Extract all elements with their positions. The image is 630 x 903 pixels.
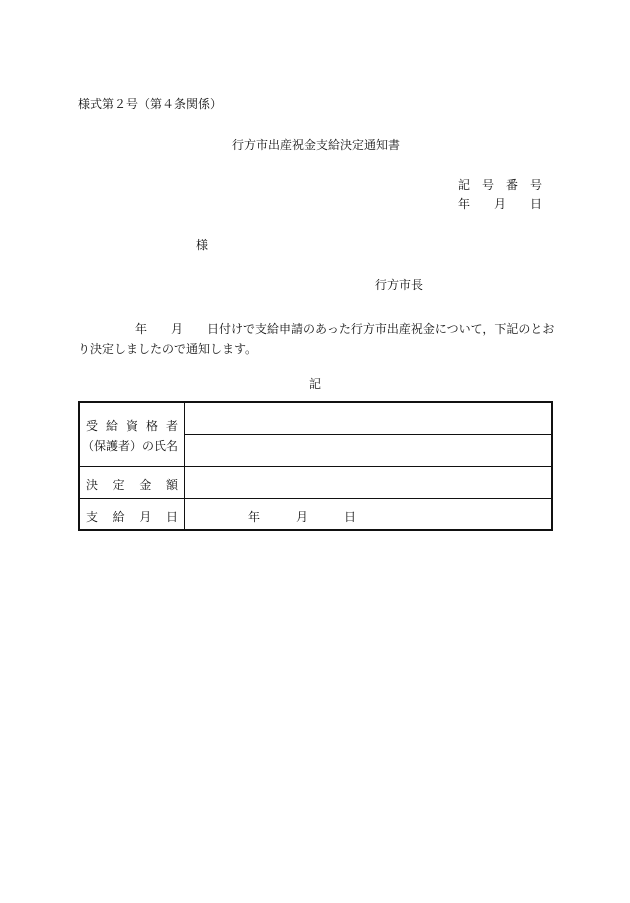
payment-month: 月: [296, 510, 309, 524]
label-char: 資: [125, 419, 138, 433]
document-title: 行方市出産祝金支給決定通知書: [232, 138, 401, 152]
label-char: 定: [112, 478, 125, 492]
label-char: 給: [105, 419, 118, 433]
amount-label: [86, 476, 178, 493]
label-char: 月: [139, 510, 152, 524]
payment-year: 年: [248, 510, 261, 524]
label-char: 日: [165, 510, 178, 524]
sender: 行方市長: [375, 278, 424, 292]
body-year: 年: [135, 322, 148, 336]
reference-number: [458, 178, 542, 192]
label-char: 給: [112, 510, 125, 524]
table-row-divider: [80, 466, 551, 467]
date-day: 日: [530, 197, 543, 211]
label-char: 決: [86, 478, 99, 492]
ref-char: 番: [506, 178, 519, 192]
label-char: 金: [139, 478, 152, 492]
form-label: 様式第２号（第４条関係）: [78, 97, 223, 111]
label-char: 格: [145, 419, 158, 433]
recipient-label: [86, 417, 178, 434]
label-char: 額: [165, 478, 178, 492]
body-line-1-text: 日付けで支給申請のあった行方市出産祝金について，下記のとお: [207, 322, 555, 336]
label-char: 支: [86, 510, 99, 524]
ref-char: 号: [530, 178, 543, 192]
addressee-suffix: 様: [196, 238, 209, 252]
body-line-1: [78, 319, 553, 339]
ref-char: 号: [482, 178, 495, 192]
body-month: 月: [171, 322, 184, 336]
detail-table: [78, 401, 553, 531]
date-year: 年: [458, 197, 471, 211]
ki-heading: 記: [309, 377, 322, 391]
payment-day: 日: [344, 510, 357, 524]
label-char: 受: [86, 419, 99, 433]
table-row-divider: [80, 498, 551, 499]
guardian-name-label: （保護者）の氏名: [82, 439, 179, 453]
ref-char: 記: [458, 178, 471, 192]
table-row-divider: [184, 434, 551, 435]
payment-date-label: [86, 508, 178, 525]
label-char: 者: [165, 419, 178, 433]
date-month: 月: [494, 197, 507, 211]
body-paragraph: [78, 319, 553, 359]
body-line-2: り決定しましたので通知します。: [78, 342, 258, 356]
reference-date: [458, 197, 542, 211]
